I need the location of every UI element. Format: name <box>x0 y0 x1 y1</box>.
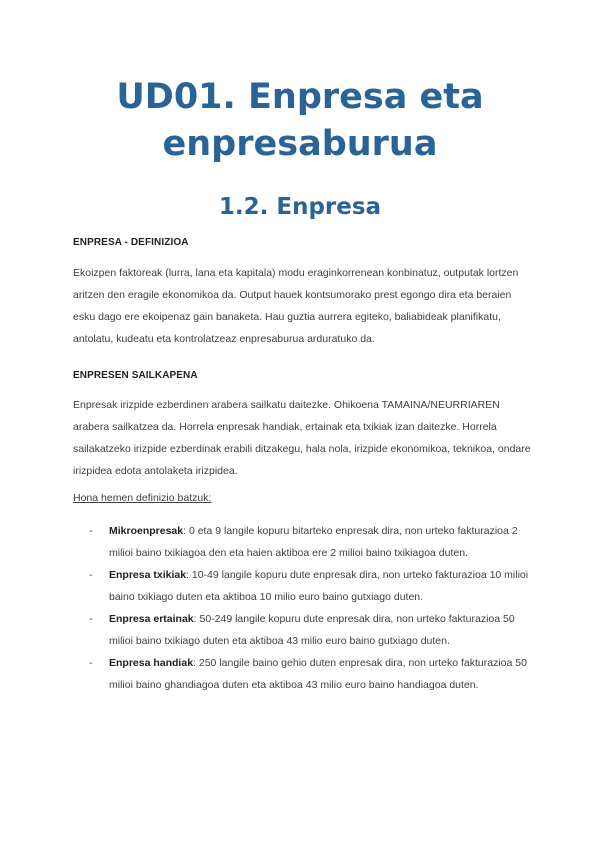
definition-term: Mikroenpresak <box>109 525 184 537</box>
definition-term: Enpresa handiak <box>109 657 194 669</box>
list-item <box>89 652 529 696</box>
list-dash: - <box>89 569 93 581</box>
list-dash: - <box>89 525 93 537</box>
list-item <box>89 564 529 608</box>
definition-term: Enpresa txikiak <box>109 569 187 581</box>
list-item <box>89 608 529 652</box>
definition-text: : 0 eta 9 langile kopuru bitarteko enpresak dira, non urteko fakturazioa 2 milioi baino txikiagoa den eta haien aktiboa ere 2 milioi baino txikiagoa duten. <box>109 525 518 559</box>
definition-term: Enpresa ertainak <box>109 613 194 625</box>
definitions-intro: Hona hemen definizio batzuk: <box>73 492 212 504</box>
definition-text: : 50-249 langile kopuru dute enpresak dira, non urteko fakturazioa 50 milioi baino txikiago duten eta aktiboa 43 milio euro baino gutxiago duten. <box>109 613 515 647</box>
list-dash: - <box>89 657 93 669</box>
definitions-list <box>89 520 529 696</box>
list-item <box>89 520 529 564</box>
definition-heading: ENPRESA - DEFINIZIOA <box>73 237 189 248</box>
section-subtitle: 1.2. Enpresa <box>218 194 382 220</box>
list-dash: - <box>89 613 93 625</box>
classification-heading: ENPRESEN SAILKAPENA <box>73 370 198 381</box>
classification-paragraph: Enpresak irizpide ezberdinen arabera sailkatu daitezke. Ohikoena TAMAINA/NEURRIAREN arabera sailkatzea da. Horrela enpresak handiak, ertainak eta txikiak izan daitezke. Horrela sailakatzeko irizpide ezberdinak erabili ditzakegu, hala nola, irizpide ekonomikoa, teknikoa, ondare irizpidea edota antolaketa irizpidea. <box>73 399 531 477</box>
definition-text: : 250 langile baino gehio duten enpresak dira, non urteko fakturazioa 50 milioi baino ghandiagoa duten eta aktiboa 43 milio euro baino handiagoa duten. <box>109 657 527 691</box>
definition-paragraph: Ekoizpen faktoreak (lurra, lana eta kapitala) modu eraginkorrenean konbinatuz, outputak lortzen aritzen den eragile ekonomikoa da. Output hauek kontsumorako prest egongo dira eta beraien esku dago ere ekoipenaz gain banaketa. Hau guztia aurrera egiteko, baliabideak planifikatu, antolatu, kudeatu eta kontrolatzeaz enpresaburua arduratuko da. <box>73 267 519 345</box>
document-title: UD01. Enpresa eta enpresaburua <box>116 77 484 164</box>
definition-text: : 10-49 langile kopuru dute enpresak dira, non urteko fakturazioa 10 milioi baino txikiago duten eta aktiboa 10 milio euro baino gutxiago duten. <box>109 569 529 603</box>
